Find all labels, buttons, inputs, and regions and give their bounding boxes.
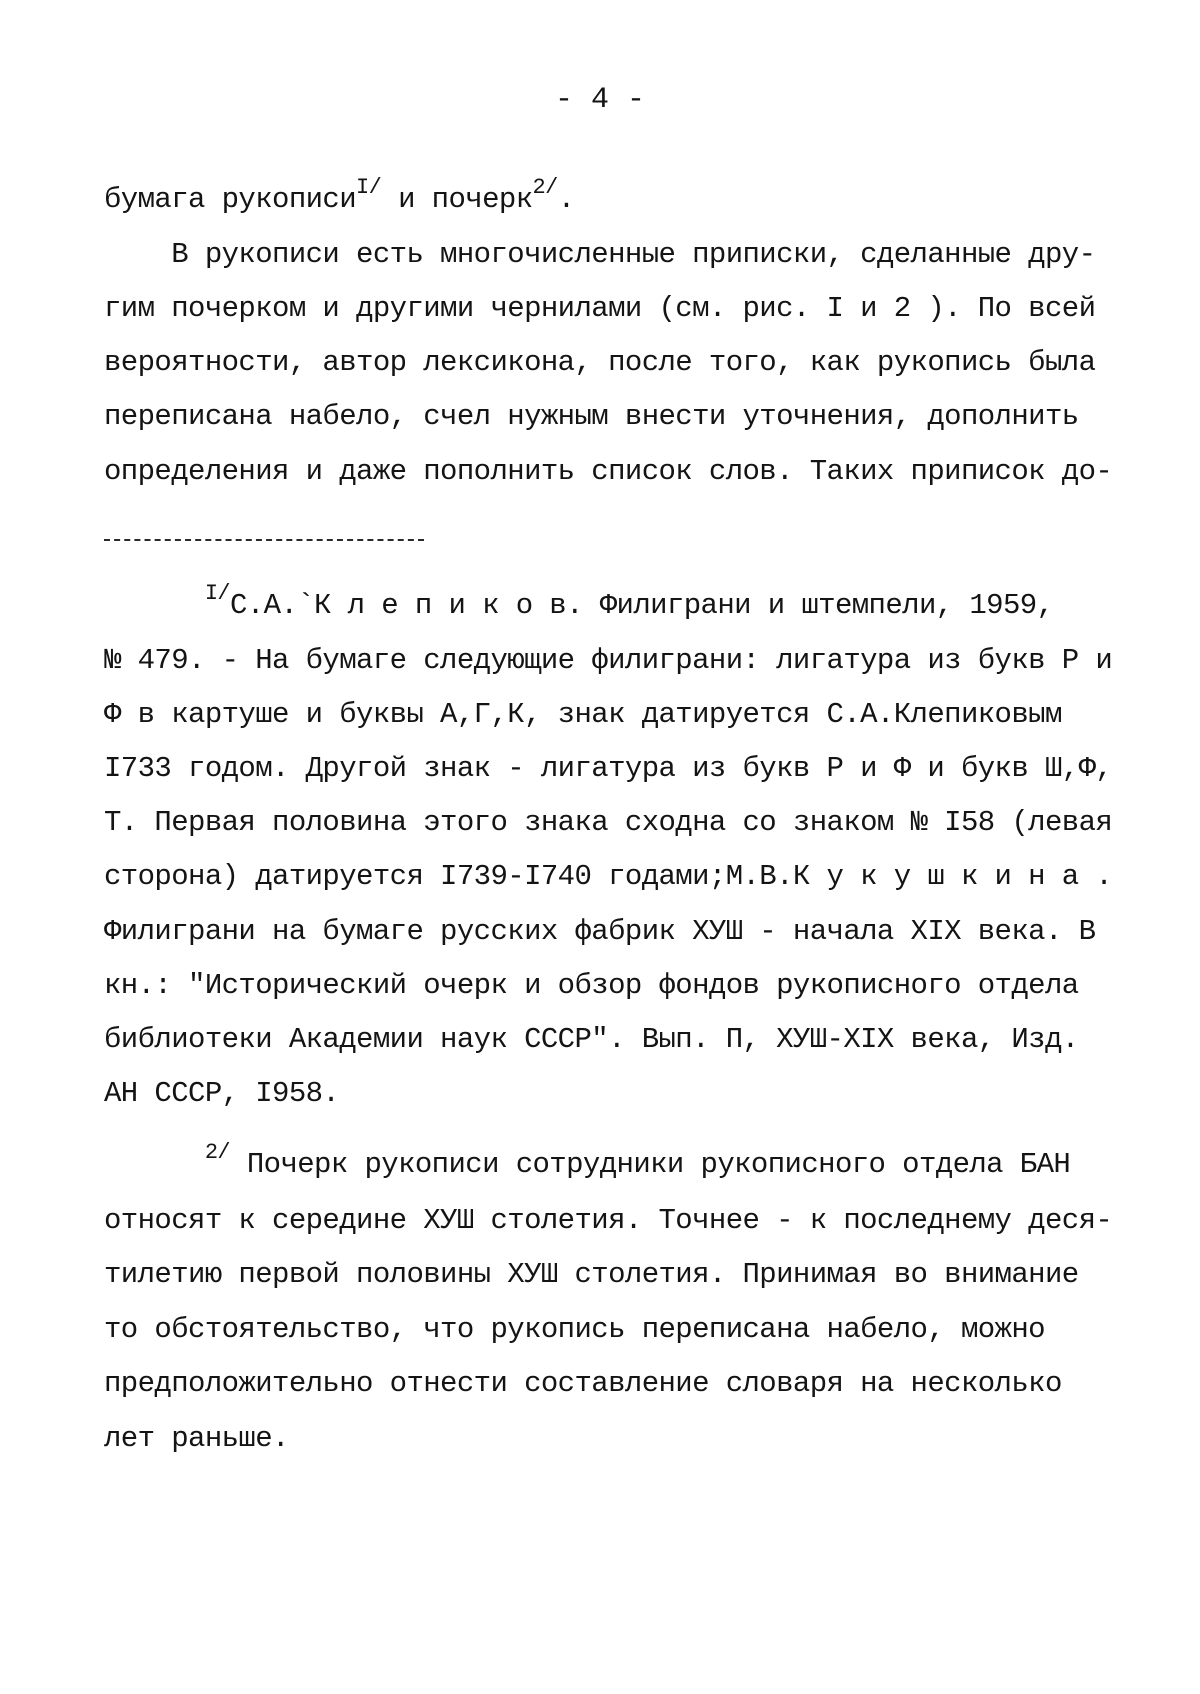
body-line: гим почерком и другими чернилами (см. рис. I и 2 ). По всей	[104, 292, 1096, 325]
footnote-line: Ф в картуше и буквы А,Г,К, знак датируется С.А.Клепиковым	[104, 698, 1062, 731]
page-number: - 4 -	[554, 83, 645, 117]
body-line: определения и даже пополнить список слов. Таких приписок до-	[104, 455, 1113, 488]
footnote-line: лет раньше.	[104, 1422, 289, 1455]
body-text: и почерк	[381, 183, 533, 216]
footnote-line: то обстоятельство, что рукопись переписана набело, можно	[104, 1313, 1045, 1346]
footnote-separator	[104, 539, 424, 541]
footnote-line: библиотеки Академии наук СССР". Вып. П, ХУШ-XIX века, Изд.	[104, 1023, 1079, 1056]
footnote-line: тилетию первой половины ХУШ столетия. Принимая во внимание	[104, 1258, 1079, 1291]
footnote-text: Почерк рукописи сотрудники рукописного отдела БАН	[230, 1148, 1071, 1181]
footnote-line: относят к середине ХУШ столетия. Точнее - к последнему деся-	[104, 1204, 1113, 1237]
footnote-line: Филиграни на бумаге русских фабрик ХУШ - начала XIX века. В	[104, 915, 1096, 948]
footnote-line: сторона) датируется I739-I740 годами;М.В.К у к у ш к и н а .	[104, 860, 1113, 893]
footnote-reference: 2/	[532, 175, 558, 200]
footnote-text: С.А.`К л е п и к о в. Филиграни и штемпели, 1959,	[230, 589, 1054, 622]
body-line: вероятности, автор лексикона, после того, как рукопись была	[104, 346, 1096, 379]
body-text: .	[557, 183, 575, 216]
body-first-line	[104, 175, 575, 218]
footnote-2-first-line	[104, 1140, 1071, 1183]
footnote-1-first-line	[104, 581, 1054, 624]
footnote-line: № 479. - На бумаге следующие филиграни: лигатура из букв Р и	[104, 644, 1113, 677]
body-line: В рукописи есть многочисленные приписки, сделанные дру-	[104, 238, 1096, 271]
footnote-line: Т. Первая половина этого знака сходна со знаком № I58 (левая	[104, 806, 1113, 839]
body-line: переписана набело, счел нужным внести уточнения, дополнить	[104, 400, 1079, 433]
footnote-line: кн.: "Исторический очерк и обзор фондов рукописного отдела	[104, 969, 1079, 1002]
footnote-line: АН СССР, I958.	[104, 1077, 340, 1110]
footnote-marker: I/	[204, 581, 231, 606]
footnote-line: I733 годом. Другой знак - лигатура из букв Р и Ф и букв Ш,Ф,	[104, 752, 1113, 785]
footnote-line: предположительно отнести составление словаря на несколько	[104, 1367, 1062, 1400]
body-text: бумага рукописи	[104, 183, 357, 216]
footnote-marker: 2/	[204, 1140, 231, 1165]
footnote-reference: I/	[356, 175, 382, 200]
